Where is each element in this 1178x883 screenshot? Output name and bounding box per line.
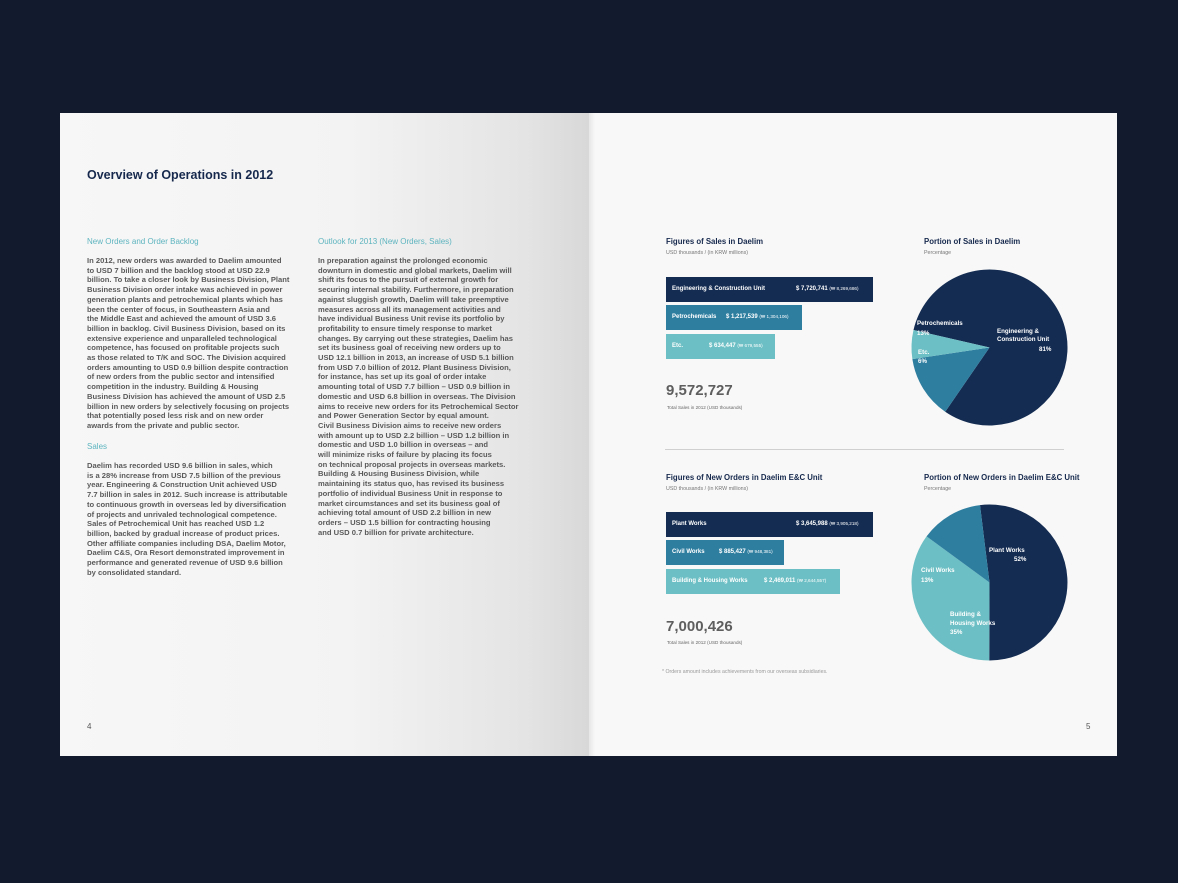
section-text-sales: Daelim has recorded USD 9.6 billion in sales, which is a 28% increase from USD 7.5 billion of the previous year. Engineering & Construction Unit achieved USD 7.7 billion in sales in 2012. Such increase is attributable to continuous growth in overseas led by diversification of projects and unrivaled technological competence. Sales of Petrochemical Unit has reached USD 1.2 billion, backed by gradual increase of product prices. Other affiliate companies including DSA, Daelim Motor, Daelim C&S, Ora Resort demonstrated improvement in performance and generated revenue of USD 9.6 billion by consolidated standard. (87, 461, 288, 577)
sales-bar-chart-title: Figures of Sales in Daelim (666, 237, 764, 246)
sales-bar-chart (666, 277, 876, 367)
bar-category-label: Building & Housing Works (672, 578, 748, 584)
bar-krw-label: (₩ 679,555) (737, 343, 763, 348)
pie-slice-percent: 35% (950, 629, 963, 636)
sales-bar-chart-subtitle: USD thousands / (in KRW millions) (666, 250, 749, 256)
pie-slice-label: Petrochemicals (917, 320, 963, 327)
sales-pie-chart (907, 265, 1072, 430)
orders-bar-chart (666, 512, 876, 602)
chart-bar (666, 569, 840, 594)
pie-slice-label: Engineering & (997, 328, 1039, 335)
bar-krw-label: (₩ 1,304,106) (759, 314, 789, 319)
chart-bar (666, 334, 775, 359)
orders-pie-chart (907, 500, 1072, 665)
page-number-right: 5 (1086, 722, 1091, 731)
bar-krw-label: (₩ 8,269,686) (829, 286, 859, 291)
bar-krw-label: (₩ 948,381) (747, 549, 773, 554)
pie-slice (980, 505, 1067, 661)
pie-slice-percent: 6% (918, 358, 927, 365)
bar-value-label: $ 2,469,011 (764, 578, 796, 584)
bar-krw-label: (₩ 3,905,218) (829, 521, 859, 526)
bar-category-label: Civil Works (672, 549, 705, 555)
pie-slice-label: Plant Works (989, 547, 1025, 554)
bar-value-label: $ 634,447 (709, 343, 736, 349)
orders-total-value: 7,000,426 (666, 618, 733, 635)
sales-total-value: 9,572,727 (666, 382, 733, 399)
sales-pie-chart-title: Portion of Sales in Daelim (924, 237, 1021, 246)
chart-bar (666, 277, 873, 302)
orders-bar-chart-subtitle: USD thousands / (in KRW millions) (666, 486, 749, 492)
orders-pie-chart-subtitle: Percentage (924, 486, 952, 492)
bar-value-label: $ 885,427 (719, 549, 746, 555)
chart-bar (666, 305, 802, 330)
pie-slice-label: Civil Works (921, 567, 955, 574)
bar-value-label: $ 1,217,539 (726, 314, 758, 320)
pie-slice-percent: 13% (921, 577, 934, 584)
bar-category-label: Plant Works (672, 521, 707, 527)
chart-bar (666, 540, 784, 565)
bar-category-label: Etc. (672, 343, 684, 349)
pie-slice-percent: 13% (917, 330, 930, 337)
orders-total-label: Total Sales in 2012 (USD thousands) (667, 640, 743, 645)
pie-slice-percent: 81% (1039, 346, 1052, 353)
section-text-new-orders: In 2012, new orders was awarded to Daelim amounted to USD 7 billion and the backlog stood at USD 22.9 billion. To take a closer look by Business Division, Plant Business Division order intake was achieved in power generation plants and petrochemical plants which has been the center of focus, in Southeastern Asia and the Middle East and achieved the amount of USD 3.6 billion in backlog. Civil Business Division, based on its extensive experience and unparalleled technological competence, has focused on profitable projects such as those related to T/K and SOC. The Division acquired orders amounting to USD 0.9 billion despite contraction of new orders from the public sector and intensified competition in the industry. Building & Housing Business Division has achieved the amount of USD 2.5 billion in new orders by selectively focusing on projects that potentially posed less risk and on new order awards from the private and public sector. (87, 256, 290, 430)
pie-slice-label: Building & (950, 611, 981, 618)
section-heading-new-orders: New Orders and Order Backlog (87, 237, 199, 246)
right-page (589, 113, 1117, 756)
pie-slice-label: Construction Unit (997, 336, 1050, 343)
section-heading-sales: Sales (87, 442, 108, 451)
left-page (60, 113, 589, 756)
page-title: Overview of Operations in 2012 (87, 168, 274, 182)
footnote: * Orders amount includes achievements from our overseas subsidiaries. (662, 669, 828, 675)
bar-value-label: $ 3,645,988 (796, 521, 828, 527)
bar-krw-label: (₩ 2,644,557) (797, 578, 827, 583)
pie-slice-label: Housing Works (950, 620, 996, 627)
section-heading-outlook: Outlook for 2013 (New Orders, Sales) (318, 237, 452, 246)
bar-category-label: Engineering & Construction Unit (672, 286, 765, 292)
pie-slice-percent: 52% (1014, 556, 1027, 563)
section-text-outlook: In preparation against the prolonged economic downturn in domestic and global markets, Daelim will shift its focus to the pursuit of external growth for securing internal stability. Furthermore, in preparation against sluggish growth, Daelim will take preemptive measures across all its management activities and have individual Business Unit revise its portfolio by profitability to ensure timely response to market changes. By carrying out these strategies, Daelim has set its business goal of receiving new orders up to USD 12.1 billion in 2013, an increase of USD 5.1 billion from USD 7.0 billion of 2012. Plant Business Division, for instance, has set up its goal of order intake amounting total of USD 7.7 billion – USD 0.9 billion in domestic and USD 6.8 billion in overseas. The Division aims to receive new orders for its Petrochemical Sector and Power Generation Sector by equal amount. Civil Business Division aims to receive new orders with amount up to USD 2.2 billion – USD 1.2 billion in domestic and USD 1.0 billion in overseas – and will minimize risks of failure by placing its focus on technical proposal projects in overseas markets. Building & Housing Business Division, while maintaining its status quo, has revised its business portfolio of individual Business Unit in response to market circumstances and set its business goal of achieving total amount of USD 2.2 billion in new orders – USD 1.5 billion for contracting housing and USD 0.7 billion for private architecture. (318, 256, 519, 537)
chart-divider (665, 449, 1064, 450)
chart-bar (666, 512, 873, 537)
sales-pie-chart-subtitle: Percentage (924, 250, 952, 256)
orders-pie-chart-title: Portion of New Orders in Daelim E&C Unit (924, 473, 1080, 482)
bar-value-label: $ 7,720,741 (796, 286, 828, 292)
bar-category-label: Petrochemicals (672, 314, 717, 320)
orders-bar-chart-title: Figures of New Orders in Daelim E&C Unit (666, 473, 823, 482)
pie-slice-label: Etc. (918, 349, 930, 356)
sales-total-label: Total Sales in 2012 (USD thousands) (667, 405, 743, 410)
page-number-left: 4 (87, 722, 92, 731)
